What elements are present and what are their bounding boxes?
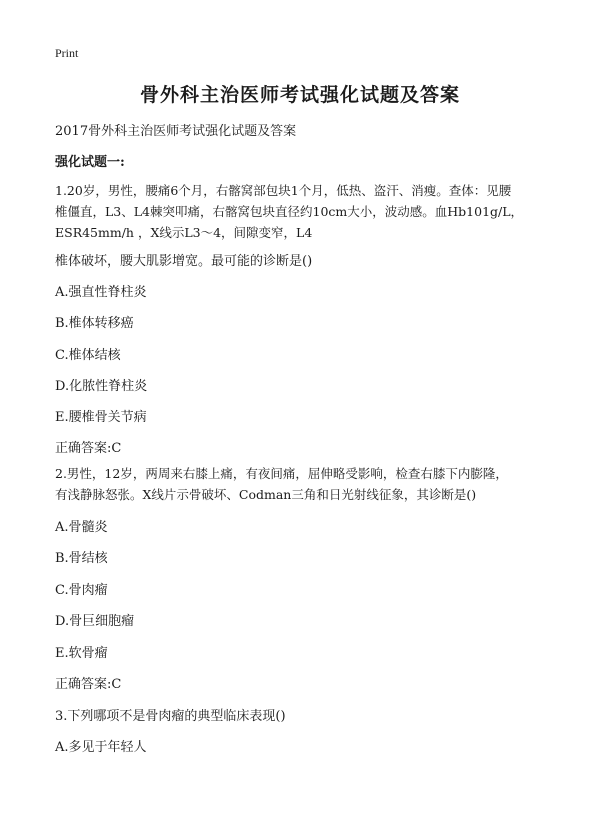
question-2-option-d: D.骨巨细胞瘤: [55, 614, 135, 629]
question-1-option-a: A.强直性脊柱炎: [55, 285, 147, 300]
question-2-option-e: E.软骨瘤: [55, 646, 108, 661]
question-2-stem-line: 有浅静脉怒张。X线片示骨破坏、Codman三角和日光射线征象，其诊断是(): [55, 487, 477, 502]
question-2-option-c: C.骨肉瘤: [55, 583, 108, 598]
page-title: 骨外科主治医师考试强化试题及答案: [139, 84, 460, 106]
section-heading: 强化试题一:: [55, 155, 125, 170]
question-3-option-a: A.多见于年轻人: [55, 740, 147, 755]
question-1-stem-line: ESR45mm/h ，X线示L3～4，间隙变窄，L4: [55, 225, 313, 240]
question-1-stem: [55, 180, 545, 243]
question-1-option-d: D.化脓性脊柱炎: [55, 379, 148, 394]
document-subtitle: 2017骨外科主治医师考试强化试题及答案: [55, 124, 297, 139]
question-1-stem-line: 1.20岁，男性，腰痛6个月，右髂窝部包块1个月，低热、盗汗、消瘦。查体：见腰: [55, 183, 512, 198]
question-2-option-a: A.骨髓炎: [55, 520, 108, 535]
print-link[interactable]: Print: [55, 46, 79, 60]
question-1-option-c: C.椎体结核: [55, 348, 121, 363]
question-2-stem: [55, 463, 545, 505]
question-1-stem-line: 椎僵直，L3、L4棘突叩痛，右髂窝包块直径约10cm大小，波动感。血Hb101g/L，: [55, 204, 524, 219]
question-2-answer: 正确答案:C: [55, 677, 122, 692]
question-1-stem-continuation: 椎体破坏，腰大肌影增宽。最可能的诊断是(): [55, 254, 313, 269]
question-1-option-e: E.腰椎骨关节病: [55, 410, 147, 425]
question-2-option-b: B.骨结核: [55, 551, 108, 566]
question-1-answer: 正确答案:C: [55, 441, 122, 456]
question-3-stem: 3.下列哪项不是骨肉瘤的典型临床表现(): [55, 709, 286, 724]
question-2-stem-line: 2.男性，12岁，两周来右膝上痛，有夜间痛，屈伸略受影响，检查右膝下内膨隆，: [55, 466, 508, 481]
question-1-option-b: B.椎体转移癌: [55, 316, 134, 331]
